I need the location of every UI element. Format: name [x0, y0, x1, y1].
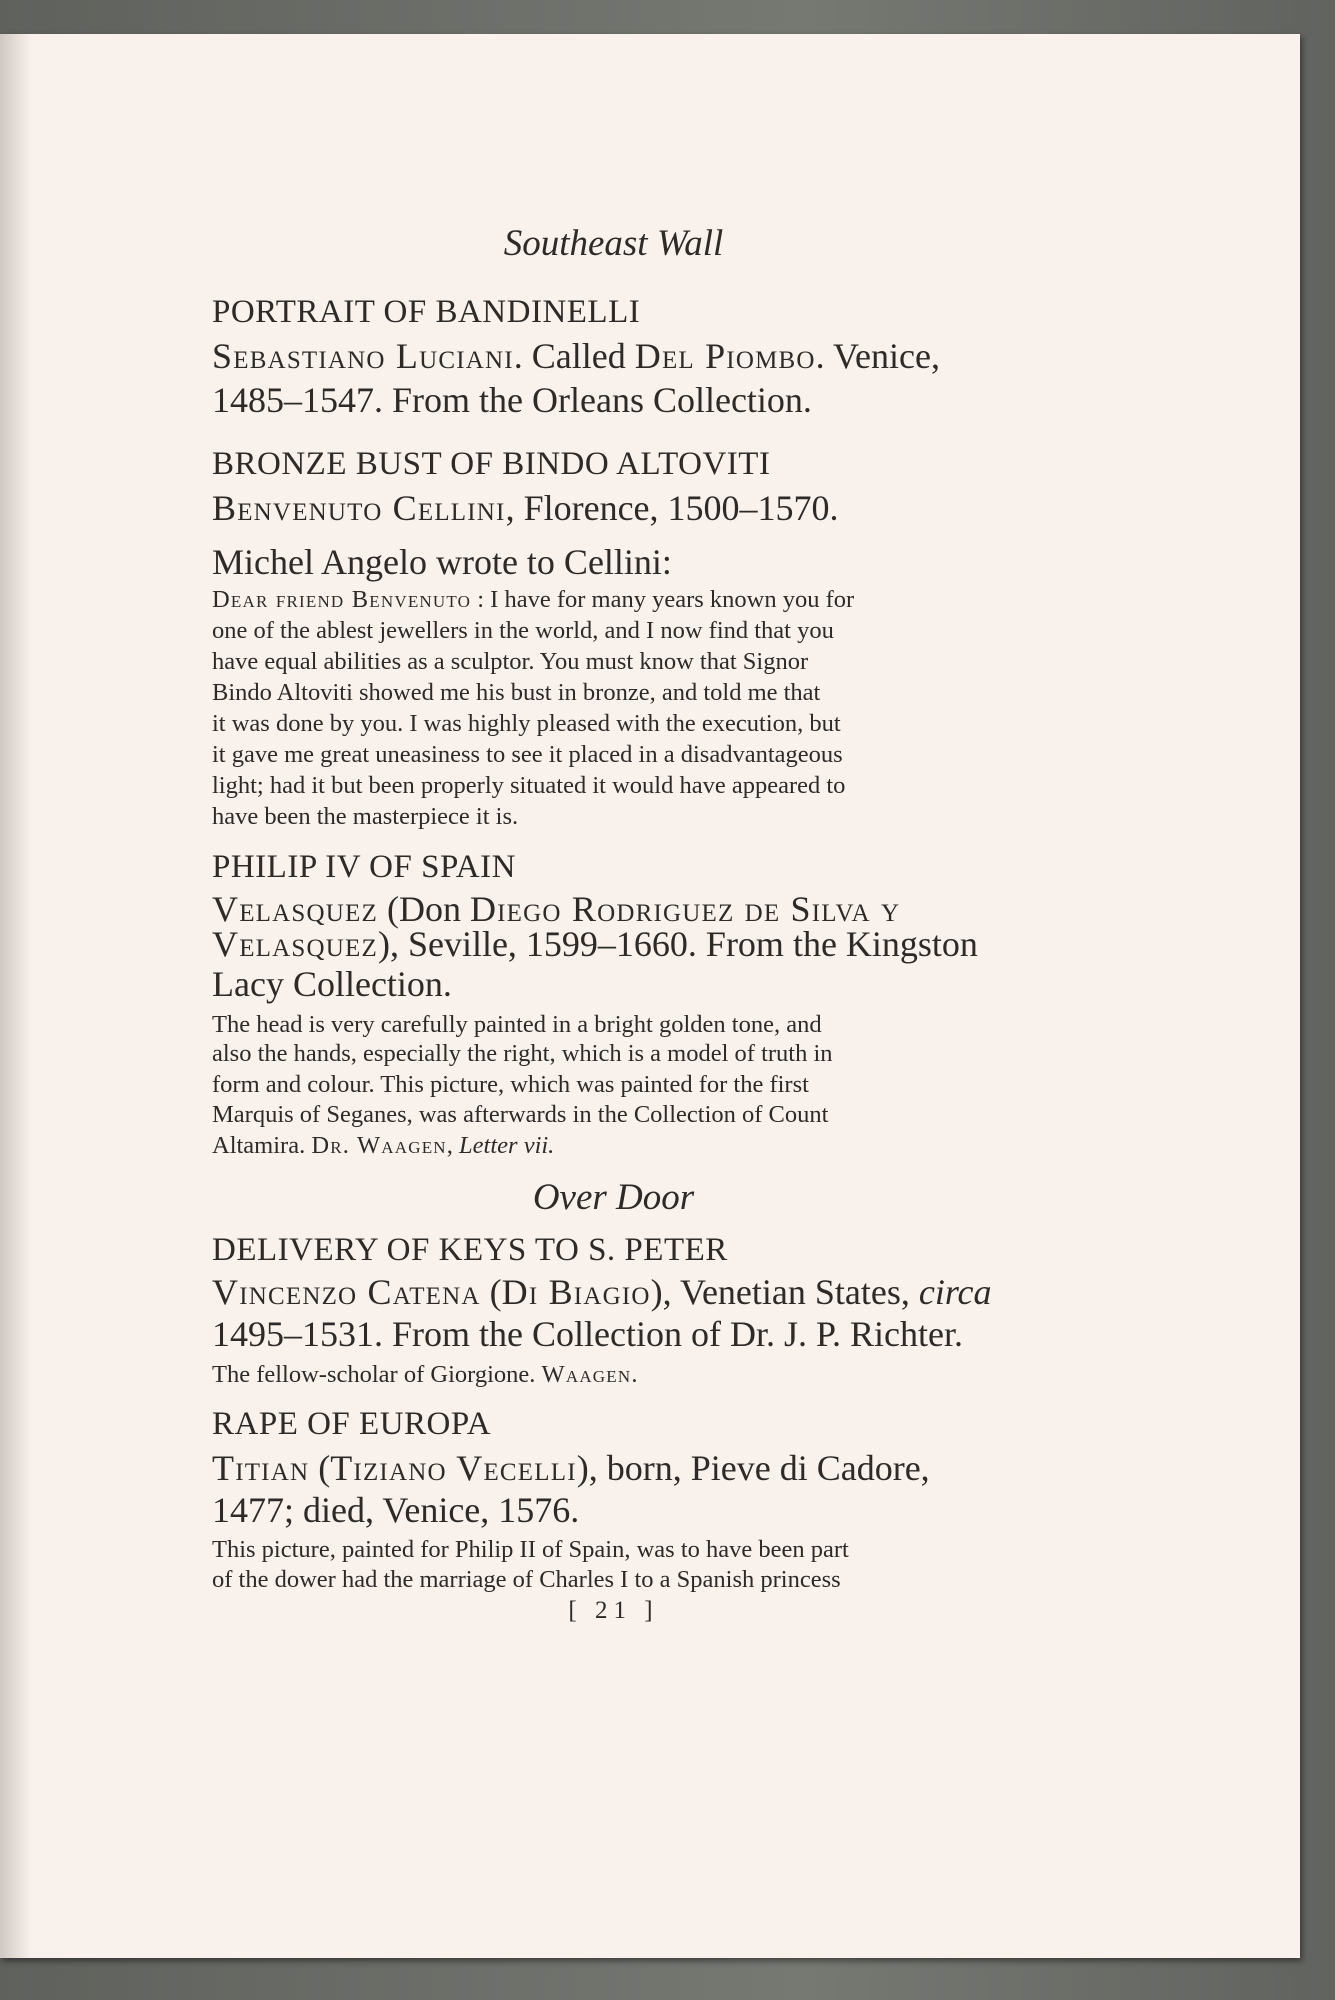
text-run: , Florence, 1500–1570. [505, 488, 839, 528]
text-run: Altamira. [212, 1132, 312, 1159]
entry-title-rape-of-europa: RAPE OF EUROPA [212, 1406, 492, 1442]
letter-line: it gave me great uneasiness to see it placed in a disadvantageous [212, 741, 843, 768]
page-gutter [0, 34, 32, 1958]
citation-author: Waagen. [541, 1361, 639, 1388]
artist-full-name: Diego Rodriguez de Silva y [469, 889, 901, 929]
attribution-line: 1495–1531. From the Collection of Dr. J. P. Richter. [212, 1314, 963, 1354]
attribution-line: 1485–1547. From the Orleans Collection. [212, 380, 812, 420]
letter-line: Bindo Altoviti showed me his bust in bronze, and told me that [212, 679, 821, 706]
description-line: of the dower had the marriage of Charles I to a Spanish princess [212, 1566, 841, 1593]
letter-line: have equal abilities as a sculptor. You must know that Signor [212, 648, 809, 675]
description-line [212, 1359, 1015, 1390]
artist-name: Velasquez [212, 889, 378, 929]
text-run: ), Venetian States, [650, 1272, 919, 1312]
text-run: The fellow-scholar of Giorgione. [212, 1361, 542, 1388]
letter-line: light; had it but been properly situated it would have appeared to [212, 772, 846, 799]
text-run: ( [309, 1448, 331, 1488]
citation-source: Letter vii. [459, 1132, 555, 1159]
artist-name: Titian [212, 1448, 310, 1488]
letter-line: it was done by you. I was highly pleased with the execution, but [212, 710, 841, 737]
artist-name: Vincenzo Catena [212, 1272, 481, 1312]
description-line: This picture, painted for Philip II of Spain, was to have been part [212, 1536, 849, 1563]
salutation: Dear friend Benvenuto [212, 586, 472, 613]
text-run: ), born, Pieve di Cadore, [576, 1448, 930, 1488]
artist-name: Velasquez [212, 924, 378, 964]
letter-line [212, 584, 1015, 615]
page-number: [ 21 ] [568, 1597, 659, 1624]
artist-name: Benvenuto Cellini [212, 488, 506, 528]
attribution-line: 1477; died, Venice, 1576. [212, 1490, 580, 1530]
artist-name: Sebastiano Luciani [212, 336, 514, 376]
entry-title-portrait-of-bandinelli: PORTRAIT OF BANDINELLI [212, 294, 641, 330]
artist-full-name: Tiziano Vecelli [330, 1448, 577, 1488]
attribution-line: Lacy Collection. [212, 964, 452, 1004]
artist-alias: Del Piombo [634, 336, 816, 376]
entry-title-bronze-bust: BRONZE BUST OF BINDO ALTOVITI [212, 446, 771, 482]
circa-word: circa [918, 1272, 992, 1312]
artist-alias: Di Biagio [501, 1272, 651, 1312]
text-run: : I have for many years known you for [471, 586, 855, 613]
description-line: Marquis of Seganes, was afterwards in the Collection of Count [212, 1101, 829, 1128]
letter-line: one of the ablest jewellers in the world, and I now find that you [212, 617, 834, 644]
entry-title-philip-iv: PHILIP IV OF SPAIN [212, 849, 516, 885]
text-run: ), Seville, 1599–1660. From the Kingston [377, 924, 978, 964]
text-run: (Don [377, 889, 470, 929]
section-heading-southeast-wall: Southeast Wall [503, 223, 724, 264]
section-heading-over-door: Over Door [532, 1177, 695, 1218]
text-run: , [446, 1132, 460, 1159]
attribution-line [212, 334, 1015, 378]
text-run: ( [480, 1272, 502, 1312]
attribution-line [212, 486, 1015, 530]
description-line: form and colour. This picture, which was painted for the first [212, 1071, 809, 1098]
letter-line: have been the masterpiece it is. [212, 803, 519, 830]
text-run: . Called [513, 336, 635, 376]
quote-intro: Michel Angelo wrote to Cellini: [212, 542, 672, 582]
attribution-line [212, 1446, 1015, 1490]
attribution-line [212, 1270, 1015, 1314]
citation-author: Dr. Waagen [311, 1132, 447, 1159]
description-line: The head is very carefully painted in a bright golden tone, and [212, 1011, 822, 1038]
attribution-line [212, 922, 1015, 966]
text-run: . Venice, [815, 336, 940, 376]
description-line: also the hands, especially the right, which is a model of truth in [212, 1040, 833, 1067]
book-page [0, 34, 1300, 1958]
description-line [212, 1130, 1015, 1161]
entry-title-delivery-of-keys: DELIVERY OF KEYS TO S. PETER [212, 1232, 728, 1268]
